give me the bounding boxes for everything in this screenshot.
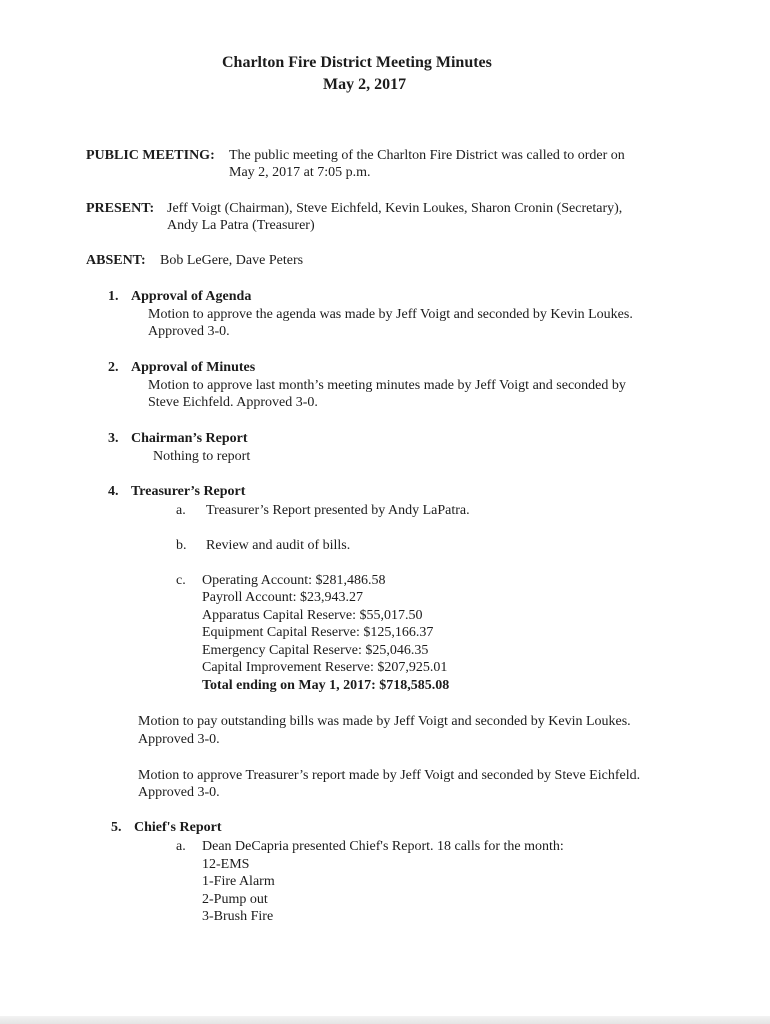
item-text-line: Motion to approve last month’s meeting minutes made by Jeff Voigt and seconded by [148,378,626,393]
account-line: Payroll Account: $23,943.27 [202,590,363,605]
document-date: May 2, 2017 [323,76,407,93]
item-title-chiefs-report: Chief's Report [134,820,222,835]
absent-names: Bob LeGere, Dave Peters [160,253,304,268]
item-number: 2. [108,360,119,375]
motion-report-line: Motion to approve Treasurer’s report made by Jeff Voigt and seconded by Steve Eichfeld. [138,768,641,783]
motion-bills-line: Approved 3-0. [138,732,220,747]
sub-item-letter: a. [176,503,186,518]
sub-item-text: Treasurer’s Report presented by Andy LaPatra. [206,503,470,518]
account-line: Capital Improvement Reserve: $207,925.01 [202,660,448,675]
sub-item-letter: a. [176,839,186,854]
public-meeting-line-1: The public meeting of the Charlton Fire District was called to order on [229,148,625,163]
item-number: 1. [108,289,119,304]
item-text-line: Steve Eichfeld. Approved 3-0. [148,395,318,410]
item-title-treasurers-report: Treasurer’s Report [131,484,246,499]
account-line: Apparatus Capital Reserve: $55,017.50 [202,608,423,623]
present-label: PRESENT: [86,201,155,216]
public-meeting-label: PUBLIC MEETING: [86,148,215,163]
call-count-line: 2-Pump out [202,892,268,907]
sub-item-letter: c. [176,573,186,588]
document-title: Charlton Fire District Meeting Minutes [222,54,492,71]
absent-label: ABSENT: [86,253,146,268]
account-line: Equipment Capital Reserve: $125,166.37 [202,625,434,640]
page-bottom-edge [0,1016,770,1024]
item-text-line: Motion to approve the agenda was made by Jeff Voigt and seconded by Kevin Loukes. [148,307,633,322]
present-line-1: Jeff Voigt (Chairman), Steve Eichfeld, Kevin Loukes, Sharon Cronin (Secretary), [167,201,623,216]
item-number: 4. [108,484,119,499]
item-title-chairmans-report: Chairman’s Report [131,431,248,446]
account-line: Emergency Capital Reserve: $25,046.35 [202,643,429,658]
item-number: 3. [108,431,119,446]
account-total: Total ending on May 1, 2017: $718,585.08 [202,678,450,693]
account-line: Operating Account: $281,486.58 [202,573,386,588]
item-title-approval-of-agenda: Approval of Agenda [131,289,252,304]
item-number: 5. [111,820,122,835]
call-count-line: 12-EMS [202,857,250,872]
public-meeting-line-2: May 2, 2017 at 7:05 p.m. [229,165,371,180]
present-line-2: Andy La Patra (Treasurer) [167,218,315,233]
motion-report-line: Approved 3-0. [138,785,220,800]
sub-item-text: Review and audit of bills. [206,538,351,553]
sub-item-letter: b. [176,538,187,553]
motion-bills-line: Motion to pay outstanding bills was made by Jeff Voigt and seconded by Kevin Loukes. [138,714,631,729]
call-count-line: 1-Fire Alarm [202,874,275,889]
item-text-line: Nothing to report [153,449,251,464]
item-title-approval-of-minutes: Approval of Minutes [131,360,256,375]
call-count-line: 3-Brush Fire [202,909,274,924]
sub-item-text: Dean DeCapria presented Chief's Report. 18 calls for the month: [202,839,564,854]
item-text-line: Approved 3-0. [148,324,230,339]
